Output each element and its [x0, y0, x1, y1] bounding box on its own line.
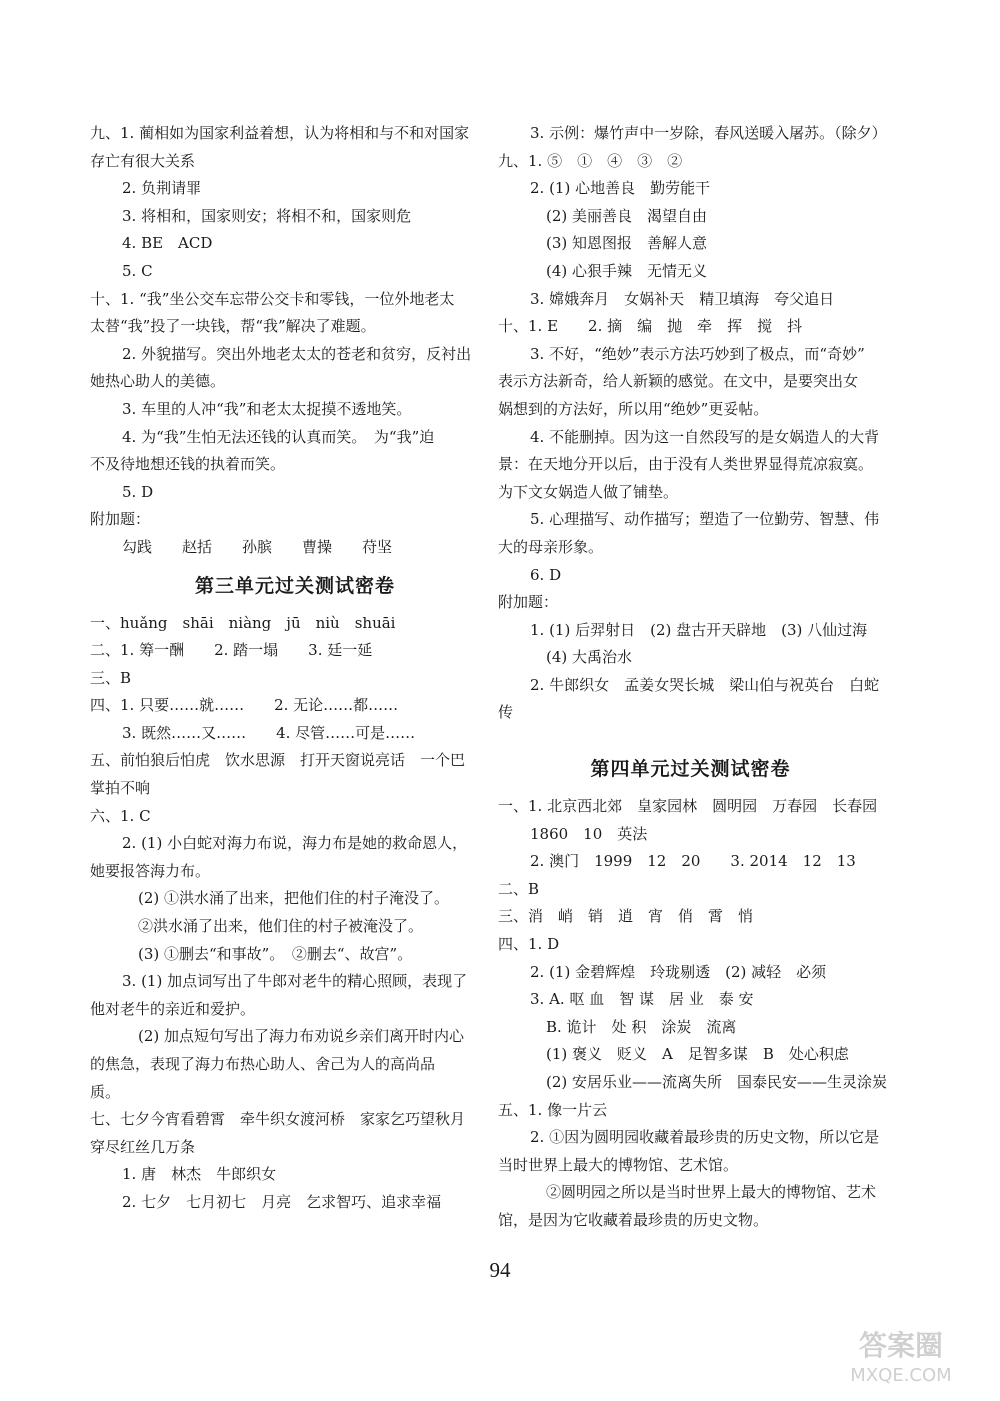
- answer-line: 九、1. ⑤ ① ④ ③ ②: [498, 151, 683, 170]
- answer-line: 3. 车里的人冲“我”和老太太捉摸不透地笑。: [122, 399, 412, 418]
- answer-line: 十、1. “我”坐公交车忘带公交卡和零钱，一位外地老太: [90, 289, 455, 308]
- answer-line: 1. 唐 林杰 牛郎织女: [122, 1165, 277, 1184]
- answer-line: 传: [498, 703, 514, 722]
- answer-line: 三、B: [90, 668, 132, 687]
- answer-line: 她要报答海力布。: [90, 861, 211, 880]
- answer-line: 2. 牛郎织女 孟姜女哭长城 梁山伯与祝英台 白蛇: [530, 675, 880, 694]
- answer-line: 景：在天地分开以后，由于没有人类世界显得荒凉寂寞。: [498, 455, 874, 474]
- answer-line: 穿尽红丝几万条: [90, 1137, 196, 1156]
- section-heading: 第三单元过关测试密卷: [194, 574, 395, 597]
- answer-line: ②洪水涌了出来，他们住的村子被淹没了。: [138, 917, 424, 936]
- answer-line: 2. ①因为圆明园收藏着最珍贵的历史文物，所以它是: [530, 1128, 880, 1147]
- answer-line: 二、1. 筹一酬 2. 踏一塌 3. 廷一延: [90, 641, 373, 660]
- answer-line: 九、1. 蔺相如为国家利益着想，认为将相和与不和对国家: [90, 124, 470, 142]
- answer-line: (2) 美丽善良 渴望自由: [546, 206, 708, 225]
- answer-line: 3. 将相和，国家则安；将相不和，国家则危: [122, 206, 412, 225]
- answer-line: (3) ①删去“和事故”。 ②删去“、故宫”。: [138, 944, 413, 963]
- answer-line: (1) 褒义 贬义 A 足智多谋 B 处心积虑: [546, 1045, 849, 1064]
- answer-line: 六、1. C: [90, 806, 151, 825]
- answer-line: 质。: [90, 1082, 121, 1101]
- answer-line: 四、1. D: [498, 935, 560, 954]
- answer-line: 2. 七夕 七月初七 月亮 乞求智巧、追求幸福: [122, 1192, 442, 1211]
- answer-line: 勾践 赵括 孙膑 曹操 苻坚: [122, 537, 393, 556]
- answer-line: 2. (1) 金碧辉煌 玲珑剔透 (2) 减轻 必须: [530, 962, 827, 981]
- answer-line: B. 诡计 处 积 涂炭 流离: [546, 1017, 737, 1036]
- answer-line: 3. (1) 加点词写出了牛郎对老牛的精心照顾，表现了: [122, 972, 468, 991]
- answer-line: ②圆明园之所以是当时世界上最大的博物馆、艺术: [546, 1183, 877, 1202]
- answer-line: 为下文女娲造人做了铺垫。: [498, 482, 679, 501]
- answer-line: (2) ①洪水涌了出来，把他们住的村子淹没了。: [138, 889, 450, 908]
- answer-line: (2) 加点短句写出了海力布劝说乡亲们离开时内心: [138, 1027, 465, 1046]
- answer-line: 掌拍不响: [90, 779, 151, 798]
- answer-line: 馆，是因为它收藏着最珍贵的历史文物。: [498, 1210, 769, 1229]
- answer-line: 3. 嫦娥奔月 女娲补天 精卫填海 夸父追日: [530, 289, 835, 308]
- answer-line: 太替“我”投了一块钱，帮“我”解决了难题。: [90, 317, 376, 336]
- answer-line: 4. 为“我”生怕无法还钱的认真而笑。 为“我”迫: [122, 427, 435, 446]
- answer-line: 七、七夕今宵看碧霄 牵牛织女渡河桥 家家乞巧望秋月: [90, 1110, 466, 1129]
- answer-line: 2. 负荆请罪: [122, 179, 202, 198]
- answer-line: 1. (1) 后羿射日 (2) 盘古开天辟地 (3) 八仙过海: [530, 620, 868, 639]
- answer-line: 5. D: [122, 482, 154, 501]
- answer-line: 五、1. 像一片云: [498, 1100, 608, 1119]
- answer-line: 3. 示例：爆竹声中一岁除，春风送暖入屠苏。（除夕）: [530, 124, 887, 142]
- answer-line: 2. 外貌描写。突出外地老太太的苍老和贫穷，反衬出: [122, 344, 472, 363]
- answer-line: 三、消 峭 销 逍 宵 俏 霄 悄: [498, 907, 754, 926]
- section-heading: 第四单元过关测试密卷: [590, 758, 791, 781]
- answer-line: 4. BE ACD: [122, 234, 213, 253]
- answer-line: 6. D: [530, 565, 562, 584]
- answer-line: 5. 心理描写、动作描写；塑造了一位勤劳、智慧、伟: [530, 510, 880, 529]
- answer-line: 大的母亲形象。: [498, 537, 604, 556]
- answer-line: 5. C: [122, 261, 153, 280]
- answer-line: (3) 知恩图报 善解人意: [546, 234, 708, 253]
- answer-line: 十、1. E 2. 摘 编 抛 牵 挥 搅 抖: [498, 317, 803, 336]
- answer-line: 不及待地想还钱的执着而笑。: [90, 455, 286, 474]
- watermark-title: 答案圈: [858, 1329, 944, 1362]
- answer-line: 2. (1) 小白蛇对海力布说，海力布是她的救命恩人，: [122, 834, 468, 853]
- answer-line: 娲想到的方法好，所以用“绝妙”更妥帖。: [498, 399, 769, 418]
- answer-line: 二、B: [498, 879, 540, 898]
- answer-line: 2. 澳门 1999 12 20 3. 2014 12 13: [530, 852, 856, 871]
- answer-line: 表示方法新奇，给人新颖的感觉。在文中，是要突出女: [498, 372, 859, 391]
- answer-line: 她热心助人的美德。: [90, 372, 226, 391]
- answer-line: 1860 10 英法: [530, 824, 648, 843]
- right-column: [498, 120, 888, 1235]
- answer-line: (2) 安居乐业——流离失所 国泰民安——生灵涂炭: [546, 1073, 888, 1091]
- answer-line: 存亡有很大关系: [90, 151, 196, 170]
- answer-line: 五、前怕狼后怕虎 饮水思源 打开天窗说亮话 一个巴: [90, 751, 466, 770]
- answer-line: 一、1. 北京西北郊 皇家园林 圆明园 万春园 长春园: [498, 797, 878, 816]
- answer-line: 一、huǎng shāi niàng jū niù shuāi: [90, 613, 396, 632]
- answer-line: 附加题：: [90, 510, 151, 529]
- answer-line: 附加题：: [498, 593, 559, 612]
- answer-line: (4) 心狠手辣 无情无义: [546, 261, 708, 280]
- answer-line: 2. (1) 心地善良 勤劳能干: [530, 179, 711, 198]
- answer-line: 3. 既然……又…… 4. 尽管……可是……: [122, 723, 416, 742]
- spacer: [498, 727, 883, 745]
- watermark-url: MXQE.COM: [850, 1365, 952, 1386]
- answer-line: (4) 大禹治水: [546, 648, 633, 667]
- answer-line: 3. 不好，“绝妙”表示方法巧妙到了极点，而“奇妙”: [530, 344, 865, 363]
- page-number: 94: [489, 1258, 511, 1282]
- watermark-logo: [816, 1325, 986, 1387]
- answer-line: 3. A. 呕 血 智 谋 居 业 泰 安: [530, 990, 754, 1009]
- answer-line: 他对老牛的亲近和爱护。: [90, 999, 256, 1018]
- answer-line: 4. 不能删掉。因为这一自然段写的是女娲造人的大背: [530, 427, 880, 446]
- answer-line: 当时世界上最大的博物馆、艺术馆。: [498, 1155, 739, 1174]
- left-column: [90, 120, 500, 1217]
- answer-line: 四、1. 只要……就…… 2. 无论……都……: [90, 696, 399, 715]
- answer-line: 的焦急，表现了海力布热心助人、舍己为人的高尚品: [90, 1055, 436, 1073]
